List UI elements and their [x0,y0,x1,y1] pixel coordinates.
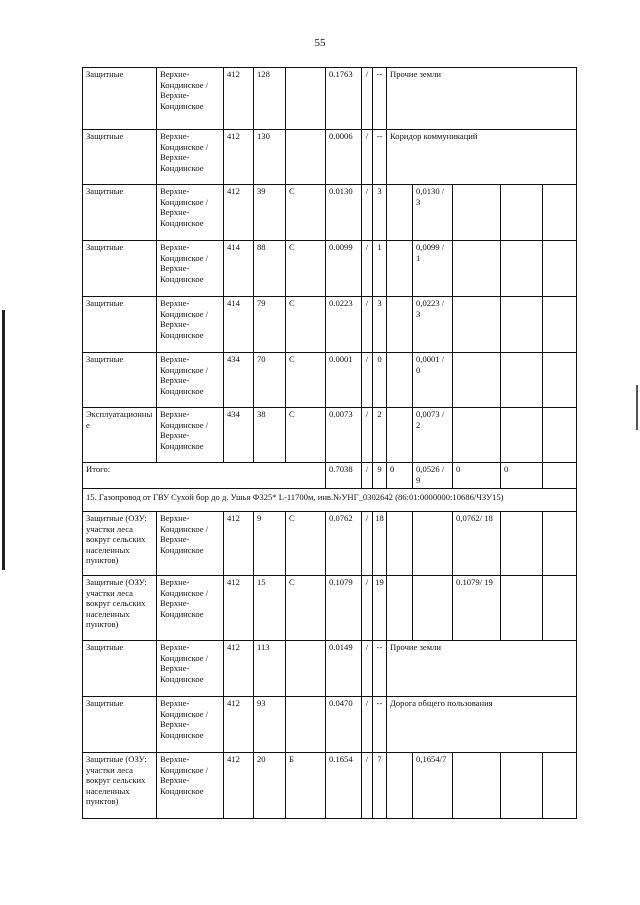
cell-group: С [286,353,326,408]
cell-location: Верхне-Кондинское / Верхне-Кондинское [157,512,224,576]
cell-col12 [501,576,543,641]
cell-area: 0.0099 [326,241,362,297]
cell-location: Верхне-Кондинское / Верхне-Кондинское [157,130,224,185]
cell-separator: / [362,130,373,185]
cell-col11 [453,753,501,819]
cell-area: 0.0470 [326,697,362,753]
cell-col11 [453,185,501,241]
cell-separator: / [362,185,373,241]
cell-count: 18 [373,512,387,576]
total-col12: 0 [501,463,543,489]
cell-location: Верхне-Кондинское / Верхне-Кондинское [157,297,224,353]
cell-quarter: 412 [224,130,254,185]
cell-category: Защитные [83,185,157,241]
total-col13 [543,463,577,489]
cell-location: Верхне-Кондинское / Верхне-Кондинское [157,68,224,130]
cell-separator: / [362,353,373,408]
cell-category: Защитные (ОЗУ: участки леса вокруг сельских населенных пунктов) [83,512,157,576]
cell-col10 [413,512,453,576]
cell-category: Защитные (ОЗУ: участки леса вокруг сельских населенных пунктов) [83,576,157,641]
page-number: 55 [314,37,326,49]
cell-quarter: 414 [224,241,254,297]
total-area: 0.7038 [326,463,362,489]
cell-category: Защитные [83,241,157,297]
cell-category: Защитные [83,130,157,185]
cell-col12 [501,353,543,408]
cell-group: С [286,241,326,297]
cell-col12 [501,241,543,297]
total-separator: / [362,463,373,489]
cell-area: 0.0130 [326,185,362,241]
cell-group [286,697,326,753]
cell-col13 [543,576,577,641]
cell-category: Защитные [83,297,157,353]
total-count: 9 [373,463,387,489]
cell-col10: 0,0130 / 3 [413,185,453,241]
cell-area: 0.0001 [326,353,362,408]
table-row [83,297,577,353]
cell-col9 [387,185,413,241]
cell-col9 [387,753,413,819]
cell-location: Верхне-Кондинское / Верхне-Кондинское [157,641,224,697]
cell-group: С [286,297,326,353]
cell-quarter: 412 [224,576,254,641]
table-row [83,130,577,185]
scan-artifact-right [636,385,638,430]
cell-group [286,130,326,185]
cell-col12 [501,185,543,241]
total-row [83,463,577,489]
cell-category: Защитные [83,353,157,408]
cell-quarter: 434 [224,353,254,408]
table-row [83,408,577,463]
cell-col10: 0,1654/7 [413,753,453,819]
cell-quarter: 412 [224,697,254,753]
cell-count: -- [373,641,387,697]
cell-area: 0.1763 [326,68,362,130]
cell-location: Верхне-Кондинское / Верхне-Кондинское [157,241,224,297]
cell-group: С [286,512,326,576]
cell-col10: 0,0223 / 3 [413,297,453,353]
cell-col11 [453,297,501,353]
cell-separator: / [362,697,373,753]
section-heading-row [83,489,577,512]
cell-group [286,68,326,130]
cell-category: Защитные [83,641,157,697]
table-body [83,68,577,819]
cell-count: 19 [373,576,387,641]
cell-col10: 0,0001 / 0 [413,353,453,408]
cell-lot: 15 [254,576,286,641]
table-row [83,576,577,641]
cell-note: Коридор коммуникаций [387,130,577,185]
cell-count: -- [373,68,387,130]
cell-area: 0.1079 [326,576,362,641]
table-row [83,641,577,697]
cell-col11: 0,0762/ 18 [453,512,501,576]
cell-separator: / [362,297,373,353]
cell-lot: 93 [254,697,286,753]
table-row [83,753,577,819]
cell-lot: 79 [254,297,286,353]
cell-col9 [387,576,413,641]
table-row [83,353,577,408]
cell-lot: 20 [254,753,286,819]
cell-col9 [387,408,413,463]
cell-location: Верхне-Кондинское / Верхне-Кондинское [157,697,224,753]
cell-location: Верхне-Кондинское / Верхне-Кондинское [157,353,224,408]
cell-col9 [387,353,413,408]
land-plots-table [82,67,577,819]
cell-col13 [543,408,577,463]
cell-quarter: 414 [224,297,254,353]
cell-lot: 38 [254,408,286,463]
table-row [83,241,577,297]
cell-col13 [543,297,577,353]
cell-separator: / [362,641,373,697]
cell-col10: 0,0073 / 2 [413,408,453,463]
cell-lot: 39 [254,185,286,241]
cell-col13 [543,353,577,408]
cell-col13 [543,512,577,576]
cell-category: Защитные [83,68,157,130]
cell-col9 [387,241,413,297]
cell-count: 3 [373,185,387,241]
cell-lot: 70 [254,353,286,408]
cell-quarter: 412 [224,512,254,576]
cell-count: -- [373,697,387,753]
cell-area: 0.0149 [326,641,362,697]
scan-artifact-left [2,310,5,570]
cell-category: Защитные [83,697,157,753]
table-row [83,68,577,130]
cell-col12 [501,408,543,463]
cell-count: -- [373,130,387,185]
cell-lot: 128 [254,68,286,130]
cell-col10 [413,576,453,641]
cell-category: Защитные (ОЗУ: участки леса вокруг сельских населенных пунктов) [83,753,157,819]
cell-group [286,641,326,697]
cell-quarter: 412 [224,641,254,697]
cell-note: Дорога общего пользования [387,697,577,753]
cell-col11 [453,408,501,463]
cell-count: 7 [373,753,387,819]
cell-separator: / [362,408,373,463]
cell-col11 [453,241,501,297]
cell-separator: / [362,68,373,130]
table-row [83,697,577,753]
cell-separator: / [362,512,373,576]
cell-col11: 0.1079/ 19 [453,576,501,641]
cell-col13 [543,241,577,297]
total-label: Итого: [83,463,326,489]
cell-quarter: 434 [224,408,254,463]
cell-separator: / [362,241,373,297]
cell-count: 0 [373,353,387,408]
cell-area: 0.0073 [326,408,362,463]
cell-group: С [286,408,326,463]
cell-note: Прочие земли [387,68,577,130]
cell-quarter: 412 [224,185,254,241]
cell-location: Верхне-Кондинское / Верхне-Кондинское [157,408,224,463]
cell-area: 0.0762 [326,512,362,576]
total-col10: 0,0526 / 9 [413,463,453,489]
cell-col13 [543,185,577,241]
cell-area: 0.0006 [326,130,362,185]
cell-note: Прочие земли [387,641,577,697]
cell-col11 [453,353,501,408]
cell-area: 0.1654 [326,753,362,819]
cell-col13 [543,753,577,819]
cell-location: Верхне-Кондинское / Верхне-Кондинское [157,576,224,641]
cell-separator: / [362,753,373,819]
cell-lot: 113 [254,641,286,697]
cell-area: 0.0223 [326,297,362,353]
section-heading: 15. Газопровод от ГВУ Сухой бор до д. Ушья Ф325* L-11700м, инв.№УНГ_0302642 (86:01:0000000:10686/ЧЗУ15) [83,489,577,512]
cell-quarter: 412 [224,68,254,130]
total-col9: 0 [387,463,413,489]
cell-lot: 9 [254,512,286,576]
cell-location: Верхне-Кондинское / Верхне-Кондинское [157,753,224,819]
cell-count: 1 [373,241,387,297]
cell-col12 [501,512,543,576]
table-row [83,185,577,241]
cell-col9 [387,512,413,576]
cell-location: Верхне-Кондинское / Верхне-Кондинское [157,185,224,241]
cell-col9 [387,297,413,353]
cell-col12 [501,753,543,819]
cell-lot: 88 [254,241,286,297]
cell-group: С [286,576,326,641]
cell-group: Б [286,753,326,819]
table-row [83,512,577,576]
cell-col12 [501,297,543,353]
total-col11: 0 [453,463,501,489]
cell-lot: 130 [254,130,286,185]
cell-col10: 0,0099 / 1 [413,241,453,297]
cell-quarter: 412 [224,753,254,819]
cell-category: Эксплуатационные [83,408,157,463]
cell-count: 3 [373,297,387,353]
cell-group: С [286,185,326,241]
cell-count: 2 [373,408,387,463]
cell-separator: / [362,576,373,641]
